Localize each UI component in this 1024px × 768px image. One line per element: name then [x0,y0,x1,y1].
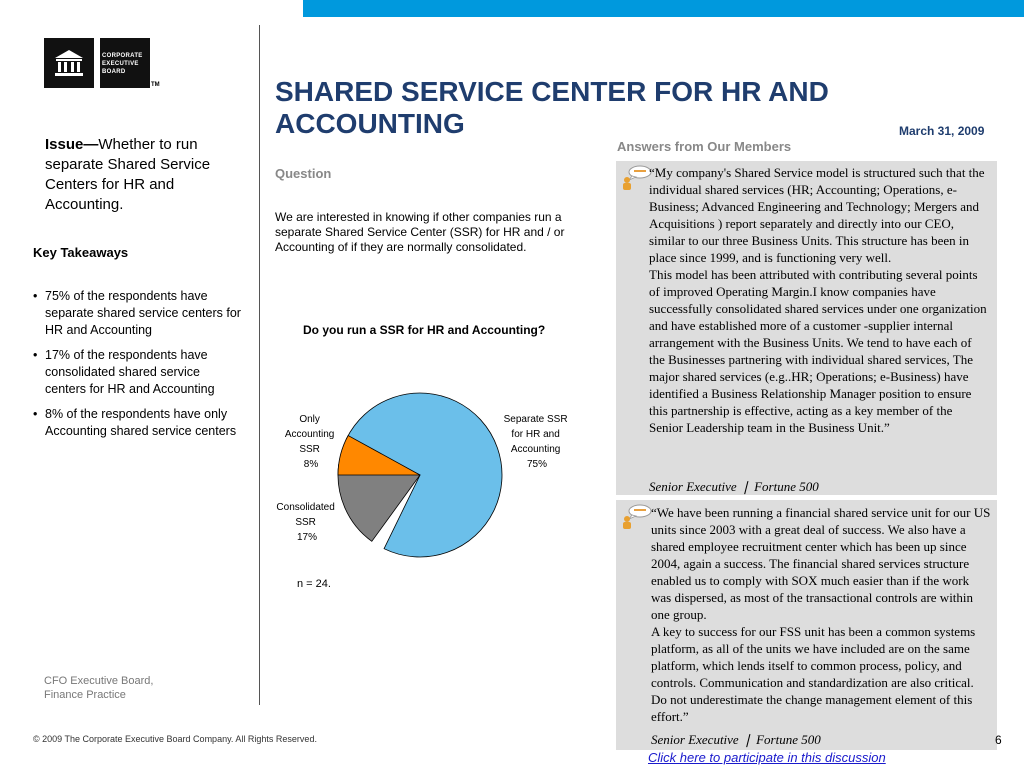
chart-title: Do you run a SSR for HR and Accounting? [303,323,546,337]
takeaway-item: • 8% of the respondents have only Accounting shared service centers [33,406,243,440]
top-accent-bar [303,0,1024,17]
takeaway-item: • 75% of the respondents have separate shared service centers for HR and Accounting [33,288,243,339]
page-date: March 31, 2009 [899,124,985,138]
ceb-logo [44,38,150,88]
sample-size-note: n = 24. [297,578,331,590]
trademark: TM [151,82,160,88]
participate-link[interactable]: Click here to participate in this discussion [648,750,886,765]
quote-text: “We have been running a financial shared service unit for our US units since 2003 with a great deal of success. We also have a shared employee recruitment center which has been up since 2004, again a success. The financial shared services structure enabled us to comply with SOX much easier than if the work was dispersed, as most of the transactional controls are within one group. A key to success for our FSS unit has been a common systems platform, as all of the units we have included are on the same platform, which lends itself to common process, policy, and controls. Communication and standardization are also critical. Do not underestimate the change management element of this effort.” [651,505,991,724]
logo-line-3: BOARD [102,69,126,75]
logo-line-2: EXECUTIVE [102,61,139,67]
pie-chart [260,380,600,570]
cfo-board-label [44,674,244,702]
takeaway-item: • 17% of the respondents have consolidated shared service centers for HR and Accounting [33,347,243,398]
label-consolidated: Consolidated SSR 17% [276,502,335,543]
quote-source: Senior Executive ❘ Fortune 500 [649,479,819,494]
label-separate: Separate SSR for HR and Accounting 75% [503,414,568,470]
issue-label: Issue— [45,136,99,153]
speaking-person-icon [620,504,654,530]
question-text: We are interested in knowing if other companies run a separate Shared Service Center (SSR) for HR and / or Accounting of if they are normally consolidated. [275,210,565,254]
issue-statement [45,135,245,215]
label-only-accounting: Only Accounting SSR 8% [284,414,335,470]
cfo-board-text: CFO Executive Board, Finance Practice [44,675,154,701]
column-divider [259,25,260,705]
page-title: SHARED SERVICE CENTER FOR HR AND ACCOUNTING [275,76,829,139]
key-takeaways-list [33,288,243,448]
answers-label: Answers from Our Members [617,139,792,154]
copyright: © 2009 The Corporate Executive Board Company. All Rights Reserved. [33,734,317,744]
building-icon [44,38,94,88]
issue-text: Whether to run separate Shared Service Centers for HR and Accounting. [45,136,211,213]
member-quote [616,500,997,750]
question-label: Question [275,166,332,181]
page-number: 6 [995,733,1002,747]
logo-text [102,52,143,76]
key-takeaways-title: Key Takeaways [33,245,129,260]
member-quote [616,161,997,495]
quote-text: “My company's Shared Service model is structured such that the individual shared services (HR; Accounting; Operations, e-Business; Advanced Engineering and Technology; Mergers and Acquisitions ) report separately and directly into our CEO, similar to our three Business Units. This structure has been in place since 1999, and is functioning very well. This model has been attributed with contributing several points of improved Operating Margin.I know companies have successfully consolidated shared services under one organization and have established more of a customer -supplier internal arrangement with the Business Units. We tend to have each of the Businesses partnering with individual shared services, The major shared services (e.g..HR; Operations; e-Business) have identified a Business Relationship Manager position to ensure this partnership is effective, acting as a key member of the Senior Leadership team in the Business Unit.” [649,165,987,435]
quote-source: Senior Executive ❘ Fortune 500 [651,732,821,747]
logo-line-1: CORPORATE [102,53,143,59]
